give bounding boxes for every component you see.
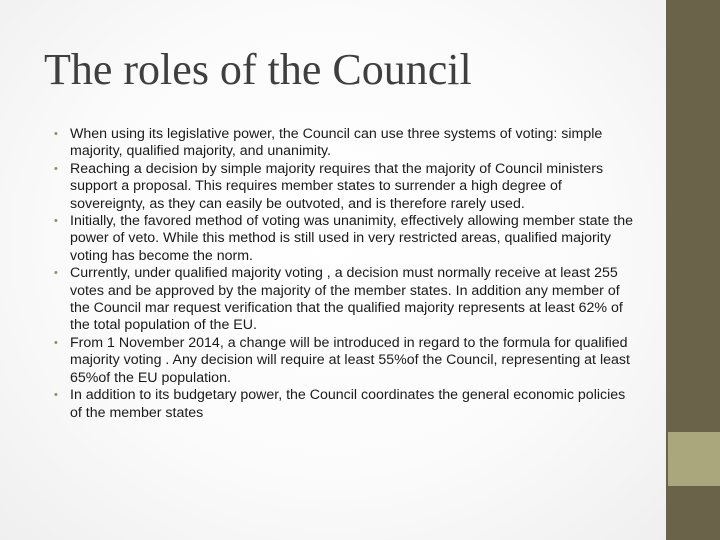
bullet-icon: •	[54, 128, 58, 140]
bullet-text: From 1 November 2014, a change will be introduced in regard to the formula for qualified majority voting . Any decision will require at least 55%of the Council, representing at least 65%of the EU population.	[70, 334, 630, 386]
bullet-text: When using its legislative power, the Council can use three systems of voting: simple majority, qualified majority, and unanimity.	[70, 126, 603, 160]
bullet-item	[54, 213, 636, 265]
bullet-item	[54, 387, 636, 422]
bullet-icon: •	[54, 267, 58, 280]
slide-title: The roles of the Council	[44, 45, 472, 94]
bullet-icon: •	[54, 336, 58, 349]
bullet-list	[54, 126, 636, 422]
bullet-text: Initially, the favored method of voting was unanimity, effectively allowing member state the power of veto. While this method is still used in very restricted areas, qualified majority voting has become the norm.	[70, 213, 634, 264]
bullet-text: Currently, under qualified majority voting , a decision must normally receive at least 255 votes and be approved by the majority of the member states. In addition any member of the Council mar request verification that the qualified majority represents at least 62% of the total population of the EU.	[70, 265, 623, 334]
bullet-text: In addition to its budgetary power, the Council coordinates the general economic policies of the member states	[70, 387, 626, 421]
bullet-icon: •	[54, 389, 58, 402]
bullet-item	[54, 126, 636, 161]
bullet-item	[54, 265, 636, 335]
bullet-icon: •	[54, 215, 58, 228]
bullet-icon: •	[54, 162, 58, 175]
bullet-item	[54, 160, 636, 213]
decorative-side-block	[668, 432, 720, 486]
bullet-text: Reaching a decision by simple majority requires that the majority of Council ministers support a proposal. This requires member states to surrender a high degree of sovereignty, as they can easily be outvoted, and is therefore rarely used.	[70, 160, 604, 212]
bullet-item	[54, 334, 636, 387]
